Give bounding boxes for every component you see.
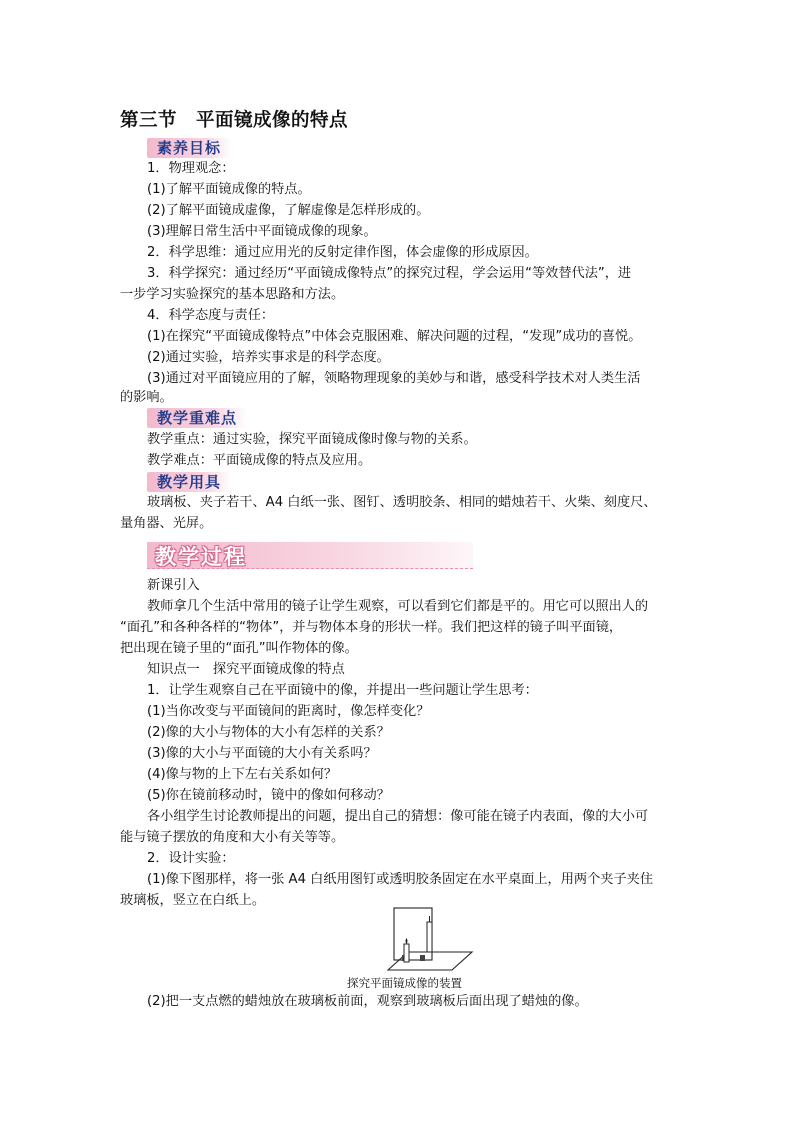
text-line: 1．让学生观察自己在平面镜中的像，并提出一些问题让学生思考： bbox=[147, 683, 538, 698]
front-candle bbox=[404, 944, 409, 962]
text-line: (3)理解日常生活中平面镜成像的现象。 bbox=[147, 224, 377, 239]
text-line: (1)当你改变与平面镜间的距离时，像怎样变化？ bbox=[147, 704, 430, 719]
text-line: (4)像与物的上下左右关系如何？ bbox=[147, 767, 338, 782]
back-candle bbox=[427, 922, 432, 952]
text-line: (1)像下图那样，将一张 A4 白纸用图钉或透明胶条固定在水平桌面上，用两个夹子夹住 bbox=[147, 872, 654, 887]
paper-sheet bbox=[388, 952, 472, 970]
section-title: 第三节 平面镜成像的特点 bbox=[120, 110, 349, 131]
text-line: (2)把一支点燃的蜡烛放在玻璃板前面，观察到玻璃板后面出现了蜡烛的像。 bbox=[147, 994, 588, 1009]
text-line: 能与镜子摆放的角度和大小有关等等。 bbox=[120, 830, 345, 845]
text-line: 玻璃板，竖立在白纸上。 bbox=[120, 893, 266, 908]
section-badge-goals: 素养目标 bbox=[147, 138, 231, 158]
text-line: 2．设计实验： bbox=[147, 851, 235, 866]
section-badge-key-points: 教学重难点 bbox=[147, 408, 247, 428]
text-line: (2)了解平面镜成虚像，了解虚像是怎样形成的。 bbox=[147, 203, 430, 218]
text-line: 教学难点：平面镜成像的特点及应用。 bbox=[147, 453, 372, 468]
text-line: (2)像的大小与物体的大小有怎样的关系？ bbox=[147, 725, 390, 740]
text-line: 教师拿几个生活中常用的镜子让学生观察，可以看到它们都是平的。用它可以照出人的 bbox=[147, 599, 649, 614]
text-line: 新课引入 bbox=[147, 578, 200, 593]
figure-caption: 探究平面镜成像的装置 bbox=[347, 976, 462, 990]
text-line: (2)通过实验，培养实事求是的科学态度。 bbox=[147, 350, 390, 365]
text-line: “面孔”和各种各样的“物体”，并与物体本身的形状一样。我们把这样的镜子叫平面镜， bbox=[120, 620, 623, 635]
section-badge-tools: 教学用具 bbox=[147, 472, 231, 492]
text-line: 玻璃板、夹子若干、A4 白纸一张、图钉、透明胶条、相同的蜡烛若干、火柴、刻度尺、 bbox=[147, 495, 657, 510]
text-line: (3)像的大小与平面镜的大小有关系吗？ bbox=[147, 746, 377, 761]
text-line: 把出现在镜子里的“面孔”叫作物体的像。 bbox=[120, 641, 358, 656]
text-line: 2．科学思维：通过应用光的反射定律作图，体会虚像的形成原因。 bbox=[147, 245, 538, 260]
text-line: 一步学习实验探究的基本思路和方法。 bbox=[120, 287, 345, 302]
text-line: 4．科学态度与责任： bbox=[147, 308, 275, 323]
text-line: 教学重点：通过实验，探究平面镜成像时像与物的关系。 bbox=[147, 432, 477, 447]
mirror-experiment-figure bbox=[384, 904, 476, 976]
text-line: (1)了解平面镜成像的特点。 bbox=[147, 182, 311, 197]
clip-right bbox=[420, 955, 425, 961]
text-line: 知识点一 探究平面镜成像的特点 bbox=[147, 662, 345, 677]
text-line: (3)通过对平面镜应用的了解，领略物理现象的美妙与和谐，感受科学技术对人类生活 bbox=[147, 371, 641, 386]
section-banner-label: 教学过程 bbox=[155, 545, 247, 569]
text-line: 1．物理观念： bbox=[147, 161, 235, 176]
section-banner-process bbox=[147, 542, 473, 569]
text-line: 的影响。 bbox=[120, 390, 173, 405]
candle-flame bbox=[406, 938, 408, 944]
text-line: 3．科学探究：通过经历“平面镜成像特点”的探究过程，学会运用“等效替代法”，进 bbox=[147, 266, 632, 281]
text-line: 各小组学生讨论教师提出的问题，提出自己的猜想：像可能在镜子内表面，像的大小可 bbox=[147, 809, 649, 824]
text-line: (1)在探究“平面镜成像特点”中体会克服困难、解决问题的过程，“发现”成功的喜悦。 bbox=[147, 329, 642, 344]
text-line: 量角器、光屏。 bbox=[120, 516, 213, 531]
text-line: (5)你在镜前移动时，镜中的像如何移动？ bbox=[147, 788, 390, 803]
